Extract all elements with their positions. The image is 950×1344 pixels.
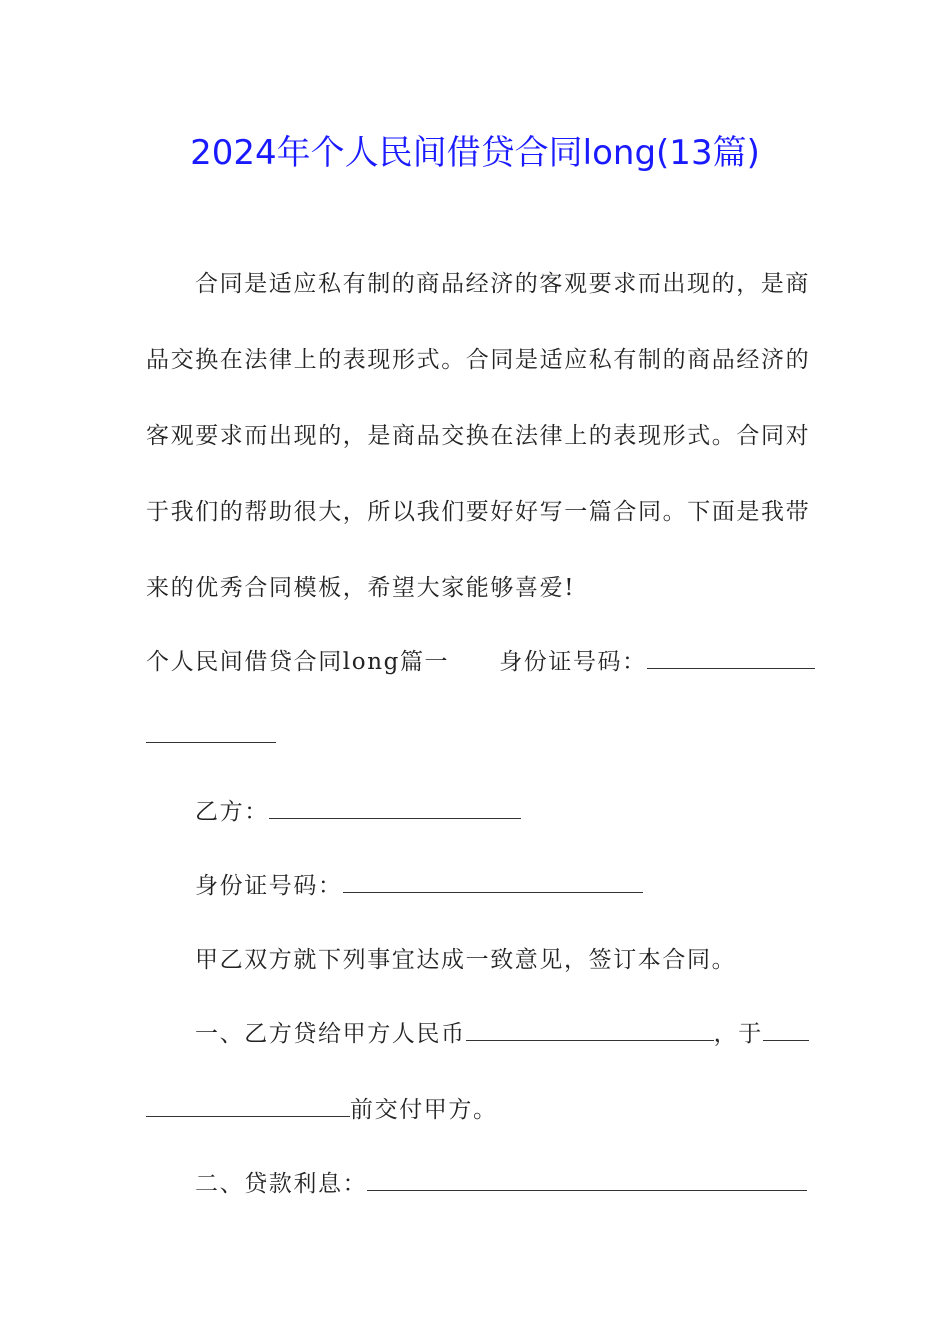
id-label-party-b: 身份证号码：: [195, 873, 343, 899]
delivery-date-blank: [763, 1018, 809, 1041]
id-number-blank-a: [647, 646, 815, 669]
clause-1-prefix: 一、乙方贷给甲方人民币: [195, 1021, 466, 1047]
delivery-date-blank-continued: [146, 1094, 350, 1117]
id-number-blank-b: [343, 870, 643, 893]
clause-2-label: 二、贷款利息：: [195, 1171, 368, 1197]
intro-line-5: 来的优秀合同模板，希望大家能够喜爱!: [146, 575, 576, 601]
section-heading: 个人民间借贷合同long篇一: [146, 649, 450, 675]
id-number-line-b: [195, 868, 643, 904]
clause-1-continued-line: [146, 1092, 498, 1128]
intro-line-1: 合同是适应私有制的商品经济的客观要求而出现的，是商: [195, 271, 810, 297]
clause-2-line: [195, 1166, 807, 1202]
clause-1-suffix: 前交付甲方。: [350, 1097, 498, 1123]
party-b-label: 乙方：: [195, 799, 269, 825]
section-heading-line: [146, 644, 815, 680]
party-b-line: [195, 794, 521, 830]
loan-interest-blank: [367, 1168, 807, 1191]
intro-line-2: 品交换在法律上的表现形式。合同是适应私有制的商品经济的: [146, 347, 811, 373]
clause-1-line: [195, 1016, 809, 1052]
loan-amount-blank: [466, 1018, 714, 1041]
id-number-blank-continued-line: [146, 718, 276, 754]
id-number-blank-a-continued: [146, 720, 276, 743]
party-b-blank: [269, 796, 521, 819]
id-label-party-a: 身份证号码：: [499, 649, 647, 675]
clause-1-mid: ，于: [713, 1021, 763, 1047]
agreement-line: 甲乙双方就下列事宜达成一致意见，签订本合同。: [195, 947, 737, 973]
intro-line-4: 于我们的帮助很大，所以我们要好好写一篇合同。下面是我带: [146, 499, 811, 525]
document-title: 2024年个人民间借贷合同long(13篇): [190, 133, 760, 173]
intro-line-3: 客观要求而出现的，是商品交换在法律上的表现形式。合同对: [146, 423, 811, 449]
